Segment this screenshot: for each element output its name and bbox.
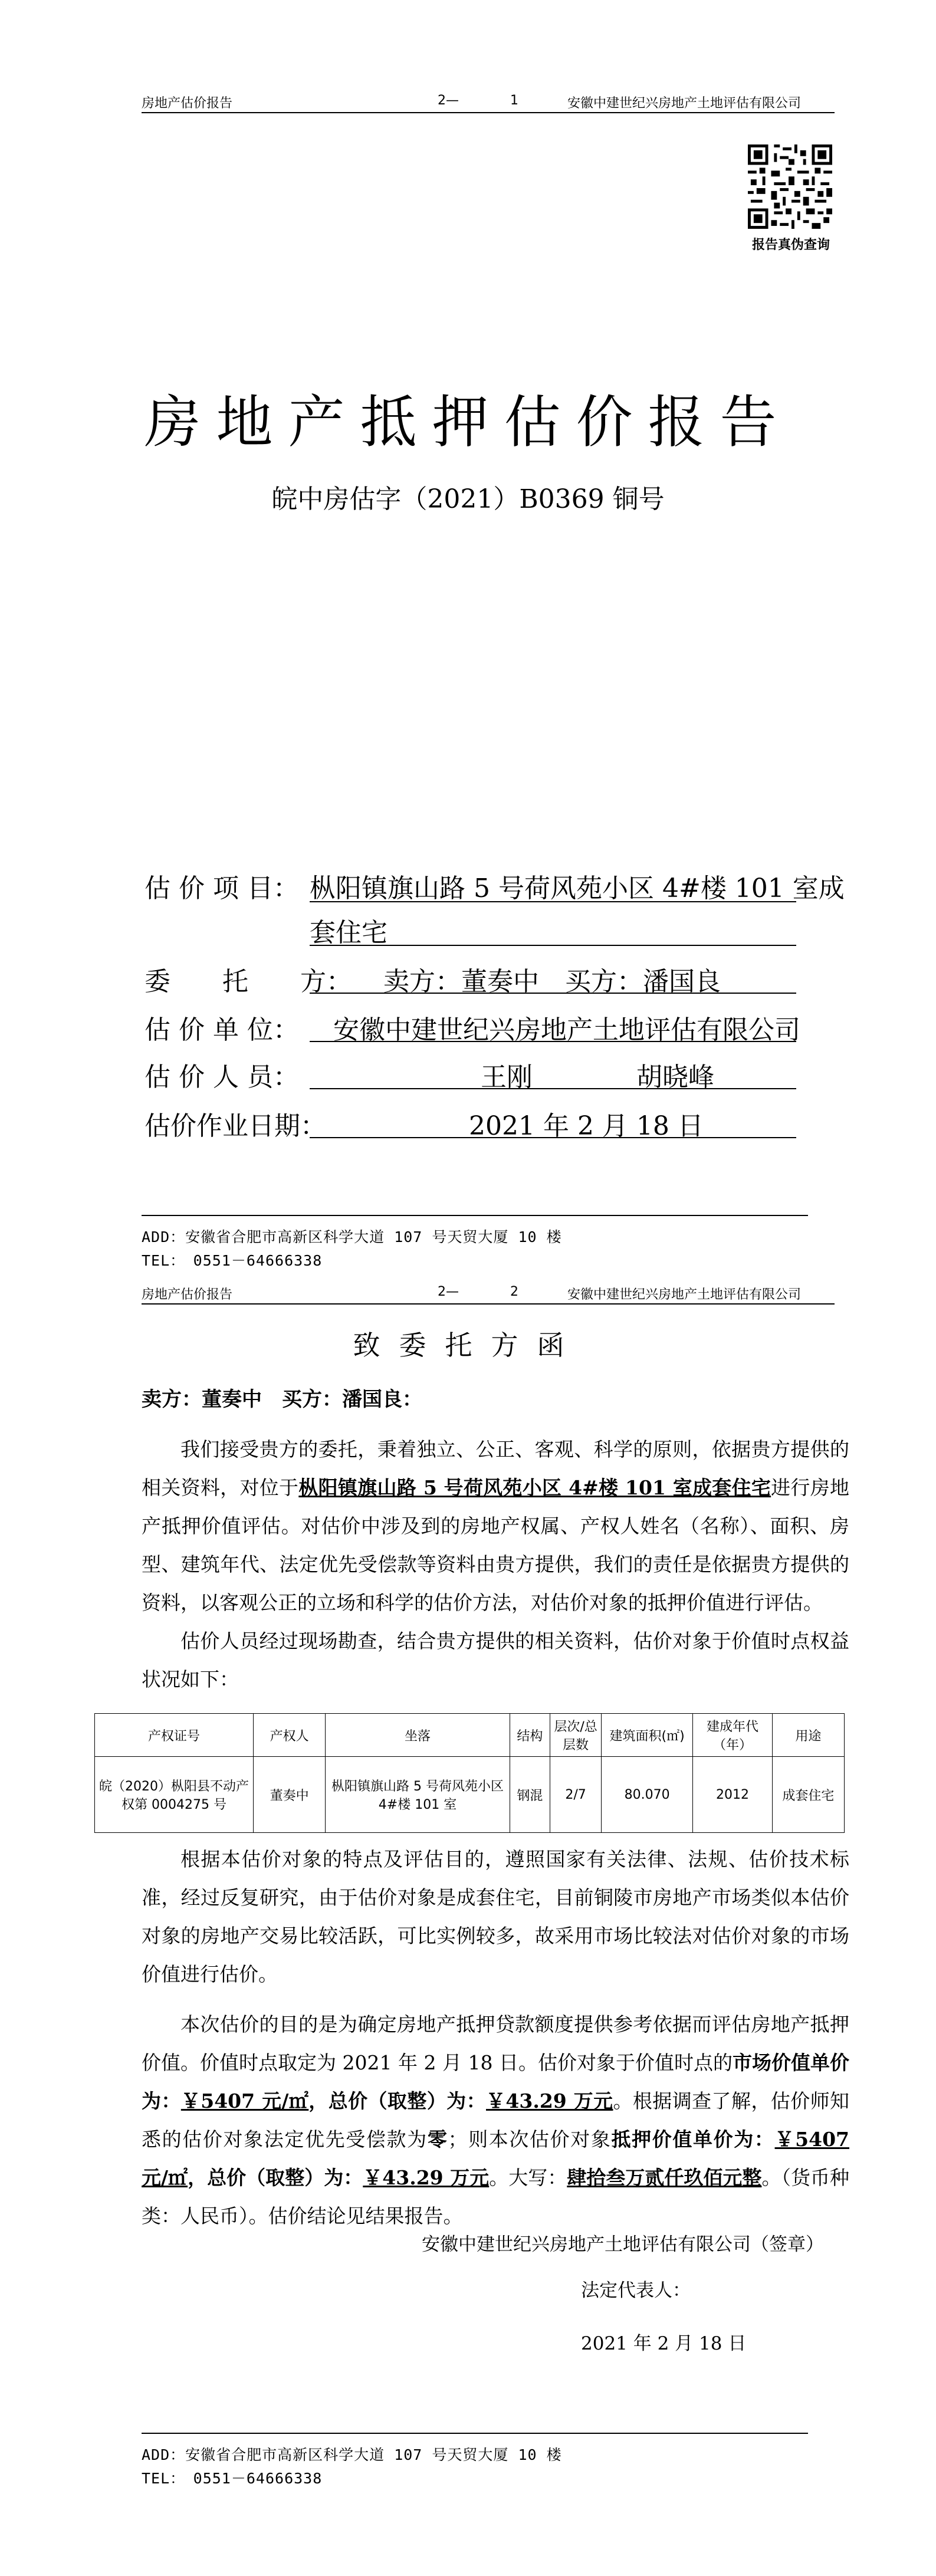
table-header-cell: 产权证号 — [95, 1714, 254, 1757]
footer-address: ADD：安徽省合肥市高新区科学大道 107 号天贸大厦 10 楼 — [142, 1228, 562, 1246]
para-bold: ，总价（取整）为： — [188, 2166, 363, 2189]
para-bold: 零 — [427, 2128, 448, 2151]
underline — [310, 1137, 796, 1138]
amount-in-words: 肆拾叁万贰仟玖佰元整 — [567, 2166, 762, 2189]
table-header-cell: 坐落 — [326, 1714, 510, 1757]
para-bold: 抵押价值单价为： — [611, 2128, 775, 2151]
header-rule — [142, 112, 835, 113]
footer-tel: TEL： 0551－64666338 — [142, 2470, 323, 2487]
page-header-left: 房地产估价报告 — [142, 96, 233, 111]
footer-tel: TEL： 0551－64666338 — [142, 1252, 323, 1269]
table-cell: 董奏中 — [254, 1757, 326, 1833]
para-text: 。根据调查了解，估价师知悉的估价对象法定优先受偿款为 — [142, 2089, 850, 2151]
page-number: 2 — [510, 1284, 518, 1299]
property-table — [94, 1713, 845, 1833]
table-cell: 成套住宅 — [772, 1757, 844, 1833]
underline — [310, 945, 796, 946]
info-label: 委 托 方： — [144, 967, 352, 997]
table-row — [95, 1757, 845, 1833]
para-text: 我们接受贵方的委托，秉着独立、公正、客观、科学的原则，依据贵方提供的相关资料，对位于 — [142, 1438, 849, 1499]
paragraph-1 — [142, 1430, 849, 1622]
para-text: 进行房地产抵押价值评估。对估价中涉及到的房地产权属、产权人姓名（名称）、面积、房型、建筑年代、法定优先受偿款等资料由贵方提供，我们的责任是依据贵方提供的资料，以客观公正的立场和科学的估价方法，对估价对象的抵押价值进行评估。 — [142, 1476, 850, 1614]
footer-rule — [142, 1215, 808, 1216]
para-text: 。（货币种类：人民币）。估价结论见结果报告。 — [142, 2166, 850, 2227]
info-value: 卖方：董奏中 买方：潘国良 — [383, 967, 721, 997]
page-header-mid: 2— — [438, 1284, 459, 1299]
page-header-mid: 2— — [438, 93, 459, 108]
underline — [310, 1041, 796, 1042]
mortgage-unit-price: ￥5407 元/㎡ — [142, 2128, 850, 2189]
signature-representative: 法定代表人： — [581, 2280, 691, 2301]
page-header-right: 安徽中建世纪兴房地产土地评估有限公司 — [567, 96, 802, 111]
para-bold: 市场价值单价为： — [142, 2051, 849, 2112]
info-value: 套住宅 — [310, 918, 387, 948]
table-cell: 皖（2020）枞阳县不动产权第 0004275 号 — [95, 1757, 254, 1833]
table-header-cell: 层次/总层数 — [550, 1714, 602, 1757]
page-header-left: 房地产估价报告 — [142, 1287, 233, 1302]
report-title: 房地产抵押估价报告 — [144, 389, 792, 455]
page-number: 1 — [510, 93, 518, 108]
table-cell: 80.070 — [602, 1757, 693, 1833]
underline — [310, 1088, 796, 1089]
report-number: 皖中房估字（2021）B0369 铜号 — [271, 484, 665, 514]
table-cell: 2012 — [693, 1757, 773, 1833]
signature-date: 2021 年 2 月 18 日 — [581, 2333, 747, 2354]
para-text: 本次估价的目的是为确定房地产抵押贷款额度提供参考依据而评估房地产抵押价值。价值时点取定为 2021 年 2 月 18 日。估价对象于价值时点的 — [142, 2013, 849, 2074]
letter-addressee: 卖方：董奏中 买方：潘国良： — [142, 1388, 422, 1411]
underline — [310, 993, 796, 994]
letter-title: 致委托方函 — [353, 1329, 583, 1361]
info-value: 安徽中建世纪兴房地产土地评估有限公司 — [333, 1015, 800, 1045]
info-value: 王刚 胡晓峰 — [481, 1062, 714, 1092]
table-header-cell: 建筑面积(㎡) — [602, 1714, 693, 1757]
paragraph-2: 估价人员经过现场勘查，结合贵方提供的相关资料，估价对象于价值时点权益状况如下： — [142, 1629, 849, 1691]
header-rule — [142, 1303, 835, 1305]
market-total-price: ￥43.29 万元 — [486, 2089, 613, 2112]
info-label: 估 价 人 员： — [144, 1062, 299, 1092]
info-label: 估价作业日期： — [144, 1111, 326, 1141]
table-header-cell: 产权人 — [254, 1714, 326, 1757]
market-unit-price: ￥5407 元/㎡ — [180, 2089, 309, 2112]
signature-company: 安徽中建世纪兴房地产土地评估有限公司（签章） — [422, 2234, 824, 2255]
para-text: 。大写： — [489, 2166, 567, 2189]
paragraph-3: 根据本估价对象的特点及评估目的，遵照国家有关法律、法规、估价技术标准，经过反复研究，由于估价对象是成套住宅，目前铜陵市房地产市场类似本估价对象的房地产交易比较活跃，可比实例较多，故采用市场比较法对估价对象的市场价值进行估价。 — [142, 1848, 849, 1986]
footer-rule — [142, 2433, 808, 2434]
info-value: 枞阳镇旗山路 5 号荷风苑小区 4#楼 101 室成 — [310, 873, 845, 903]
table-cell: 枞阳镇旗山路 5 号荷风苑小区 4#楼 101 室 — [326, 1757, 510, 1833]
table-header-cell: 用途 — [772, 1714, 844, 1757]
info-value: 2021 年 2 月 18 日 — [469, 1111, 704, 1141]
table-header-cell: 结构 — [510, 1714, 550, 1757]
table-header-cell: 建成年代（年） — [693, 1714, 773, 1757]
paragraph-4 — [142, 2005, 849, 2235]
page-header-right: 安徽中建世纪兴房地产土地评估有限公司 — [567, 1287, 802, 1302]
table-cell: 钢混 — [510, 1757, 550, 1833]
info-label: 估 价 项 目： — [144, 873, 299, 903]
qr-code-icon[interactable] — [748, 144, 832, 229]
para-bold: ，总价（取整）为： — [308, 2089, 486, 2112]
underline — [310, 901, 796, 902]
mortgage-total-price: ￥43.29 万元 — [363, 2166, 490, 2189]
property-address: 枞阳镇旗山路 5 号荷风苑小区 4#楼 101 室成套住宅 — [298, 1476, 771, 1499]
footer-address: ADD：安徽省合肥市高新区科学大道 107 号天贸大厦 10 楼 — [142, 2446, 562, 2463]
table-header-row — [95, 1714, 845, 1757]
para-text: ；则本次估价对象 — [448, 2128, 612, 2151]
table-cell: 2/7 — [550, 1757, 602, 1833]
info-label: 估 价 单 位： — [144, 1015, 299, 1045]
qr-caption: 报告真伪查询 — [751, 237, 830, 252]
